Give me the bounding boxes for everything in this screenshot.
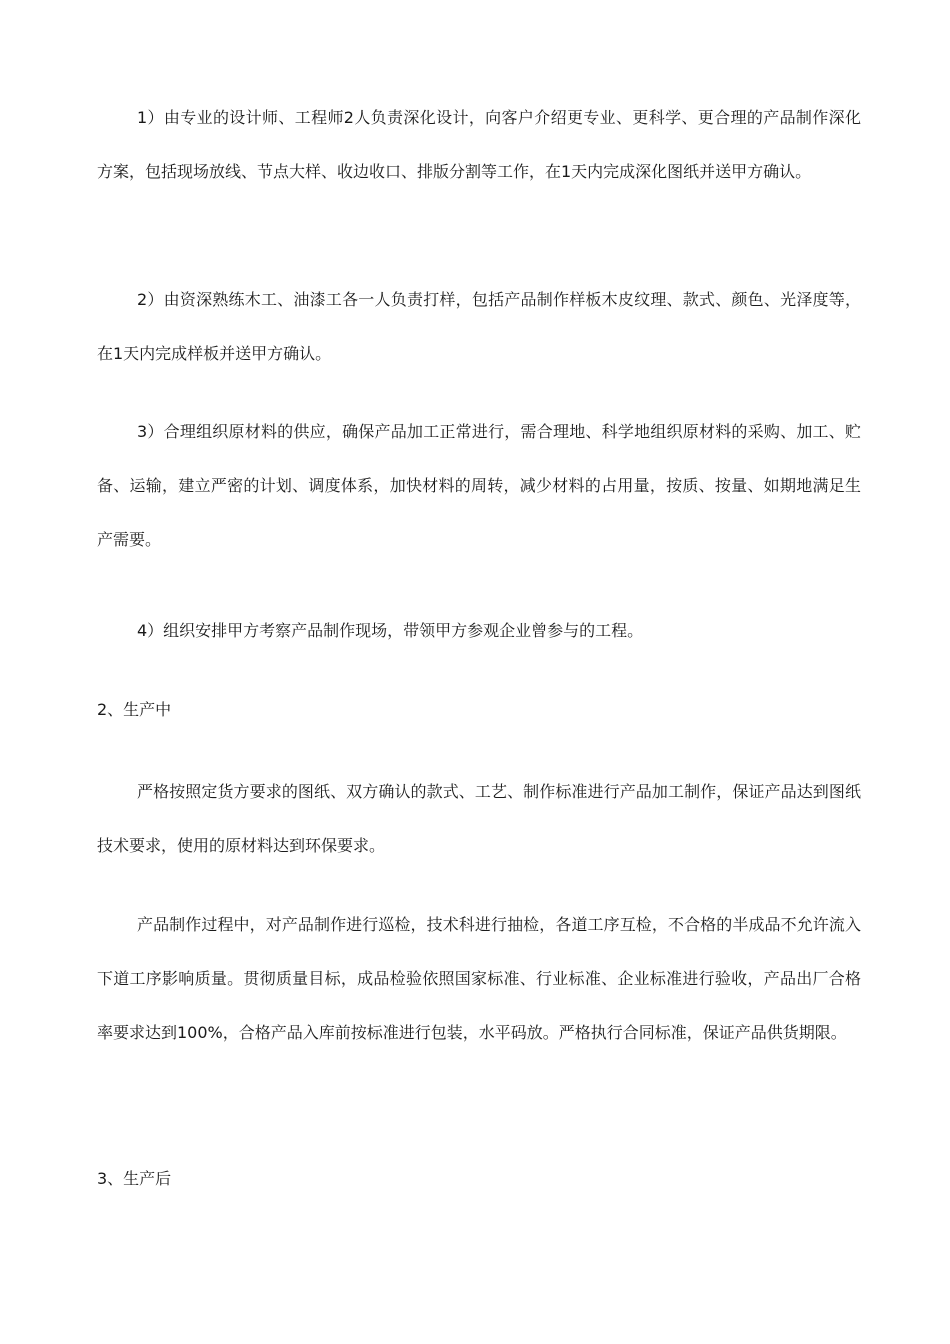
paragraph-design-deepening: 1）由专业的设计师、工程师2人负责深化设计，向客户介绍更专业、更科学、更合理的产品制作深化方案，包括现场放线、节点大样、收边收口、排版分割等工作，在1天内完成深化图纸并送甲方确认。 (97, 108, 861, 181)
section-heading-in-production: 2、生产中 (97, 700, 172, 719)
paragraph-production-standards: 严格按照定货方要求的图纸、双方确认的款式、工艺、制作标准进行产品加工制作，保证产品达到图纸技术要求，使用的原材料达到环保要求。 (97, 782, 861, 855)
paragraph-sample-making: 2）由资深熟练木工、油漆工各一人负责打样，包括产品制作样板木皮纹理、款式、颜色、光泽度等，在1天内完成样板并送甲方确认。 (97, 290, 861, 363)
section-heading-after-production: 3、生产后 (97, 1169, 172, 1188)
paragraph-quality-inspection: 产品制作过程中，对产品制作进行巡检，技术科进行抽检，各道工序互检，不合格的半成品不允许流入下道工序影响质量。贯彻质量目标，成品检验依照国家标准、行业标准、企业标准进行验收，产品出厂合格率要求达到100%，合格产品入库前按标准进行包装，水平码放。严格执行合同标准，保证产品供货期限。 (97, 915, 861, 1042)
paragraph-material-supply: 3）合理组织原材料的供应，确保产品加工正常进行，需合理地、科学地组织原材料的采购、加工、贮备、运输，建立严密的计划、调度体系，加快材料的周转，减少材料的占用量，按质、按量、如期地满足生产需要。 (97, 422, 861, 549)
paragraph-site-visit: 4）组织安排甲方考察产品制作现场，带领甲方参观企业曾参与的工程。 (137, 621, 644, 640)
